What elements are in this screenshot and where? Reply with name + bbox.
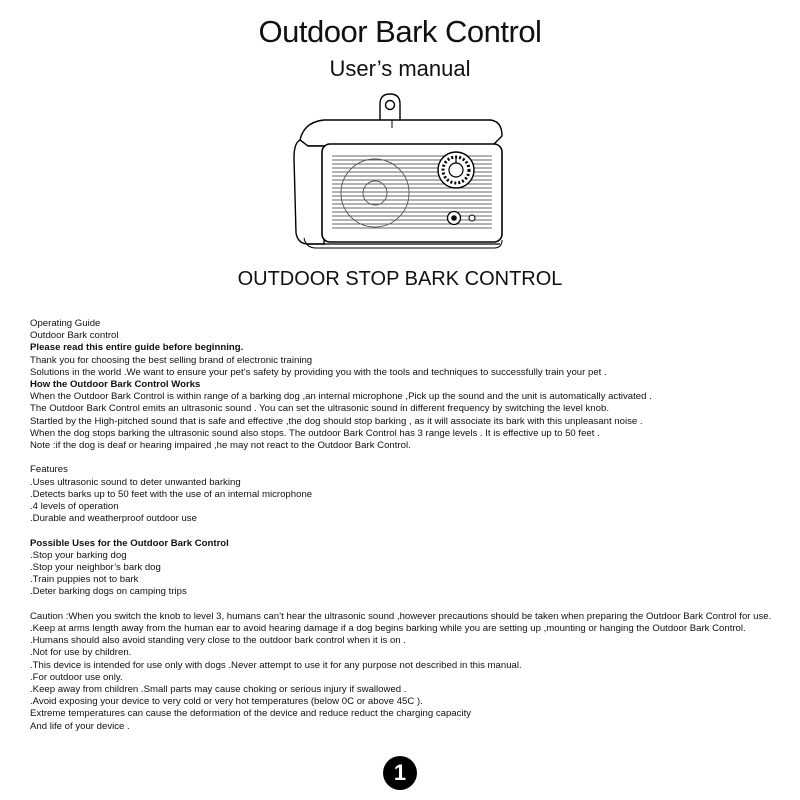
caution-line: And life of your device . — [30, 720, 130, 732]
spacer — [30, 599, 790, 611]
how-it-works-line: Note :if the dog is deaf or hearing impaired ,he may not react to the Outdoor Bark Control. — [30, 440, 411, 452]
caution-line: Extreme temperatures can cause the deformation of the device and reduce reduct the charging capacity — [30, 708, 472, 720]
possible-use-item: .Stop your barking dog — [30, 549, 127, 561]
spacer — [30, 525, 790, 537]
level-knob-icon — [438, 152, 474, 188]
hanging-loop-icon — [380, 94, 400, 120]
caution-line: .This device is intended for use only with dogs .Never attempt to use it for any purpose not described in this manual. — [30, 659, 522, 671]
features-heading: Features — [30, 464, 68, 476]
intro-line: Operating Guide — [30, 318, 101, 329]
possible-use-item: .Stop your neighbor’s bark dog — [30, 562, 161, 574]
feature-item: .Uses ultrasonic sound to deter unwanted barking — [30, 476, 241, 488]
how-it-works-heading: How the Outdoor Bark Control Works — [30, 379, 201, 391]
feature-item: .Detects barks up to 50 feet with the use of an internal microphone — [30, 488, 313, 500]
spacer — [30, 452, 790, 464]
caution-line: .Keep at arms length away from the human ear to avoid hearing damage if a dog begins barking while you are setting up ,mounting or hanging the Outdoor Bark Control. — [30, 623, 746, 635]
read-guide-notice: Please read this entire guide before beginning. — [30, 342, 244, 354]
caution-line: .Avoid exposing your device to very cold or very hot temperatures (below 0C or above 45C ). — [30, 696, 423, 708]
possible-use-item: .Deter barking dogs on camping trips — [30, 586, 187, 598]
bark-control-device-illustration — [280, 88, 520, 258]
possible-use-item: .Train puppies not to bark — [30, 574, 139, 586]
page-subtitle: User’s manual — [329, 56, 471, 81]
feature-item: .Durable and weatherproof outdoor use — [30, 513, 197, 525]
caution-line: .Not for use by children. — [30, 647, 132, 659]
caution-line: .Humans should also avoid standing very close to the outdoor bark control when it is on . — [30, 635, 406, 647]
how-it-works-line: When the dog stops barking the ultrasonic sound also stops. The outdoor Bark Control has 3 range levels . It is effective up to 50 feet . — [30, 427, 600, 439]
caution-line: .For outdoor use only. — [30, 671, 123, 683]
thanks-line: Thank you for choosing the best selling brand of electronic training — [30, 354, 313, 366]
how-it-works-line: Startled by the High-pitched sound that is safe and effective ,the dog should stop barking , as it will associate its bark with this unpleasant noise . — [30, 415, 643, 427]
intro-line: Outdoor Bark control — [30, 330, 119, 342]
how-it-works-line: When the Outdoor Bark Control is within range of a barking dog ,an internal microphone ,Pick up the sound and the unit is automatically activated . — [30, 391, 652, 403]
how-it-works-line: The Outdoor Bark Control emits an ultrasonic sound . You can set the ultrasonic sound in different frequency by switching the level knob. — [30, 403, 609, 415]
page-number-badge: 1 — [383, 756, 417, 790]
page-title: Outdoor Bark Control — [258, 14, 542, 49]
manual-body — [30, 318, 790, 733]
thanks-line: Solutions in the world .We want to ensure your pet’s safety by providing you with the tools and techniques to successfully train your pet . — [30, 366, 607, 378]
caution-line: .Keep away from children .Small parts may cause choking or serious injury if swallowed . — [30, 684, 407, 696]
feature-item: .4 levels of operation — [30, 501, 119, 513]
section-heading: OUTDOOR STOP BARK CONTROL — [237, 268, 563, 290]
possible-uses-heading: Possible Uses for the Outdoor Bark Control — [30, 537, 229, 549]
caution-line: Caution :When you switch the knob to level 3, humans can’t hear the ultrasonic sound ,however precautions should be taken when preparing the Outdoor Bark Control for use. — [30, 610, 772, 622]
